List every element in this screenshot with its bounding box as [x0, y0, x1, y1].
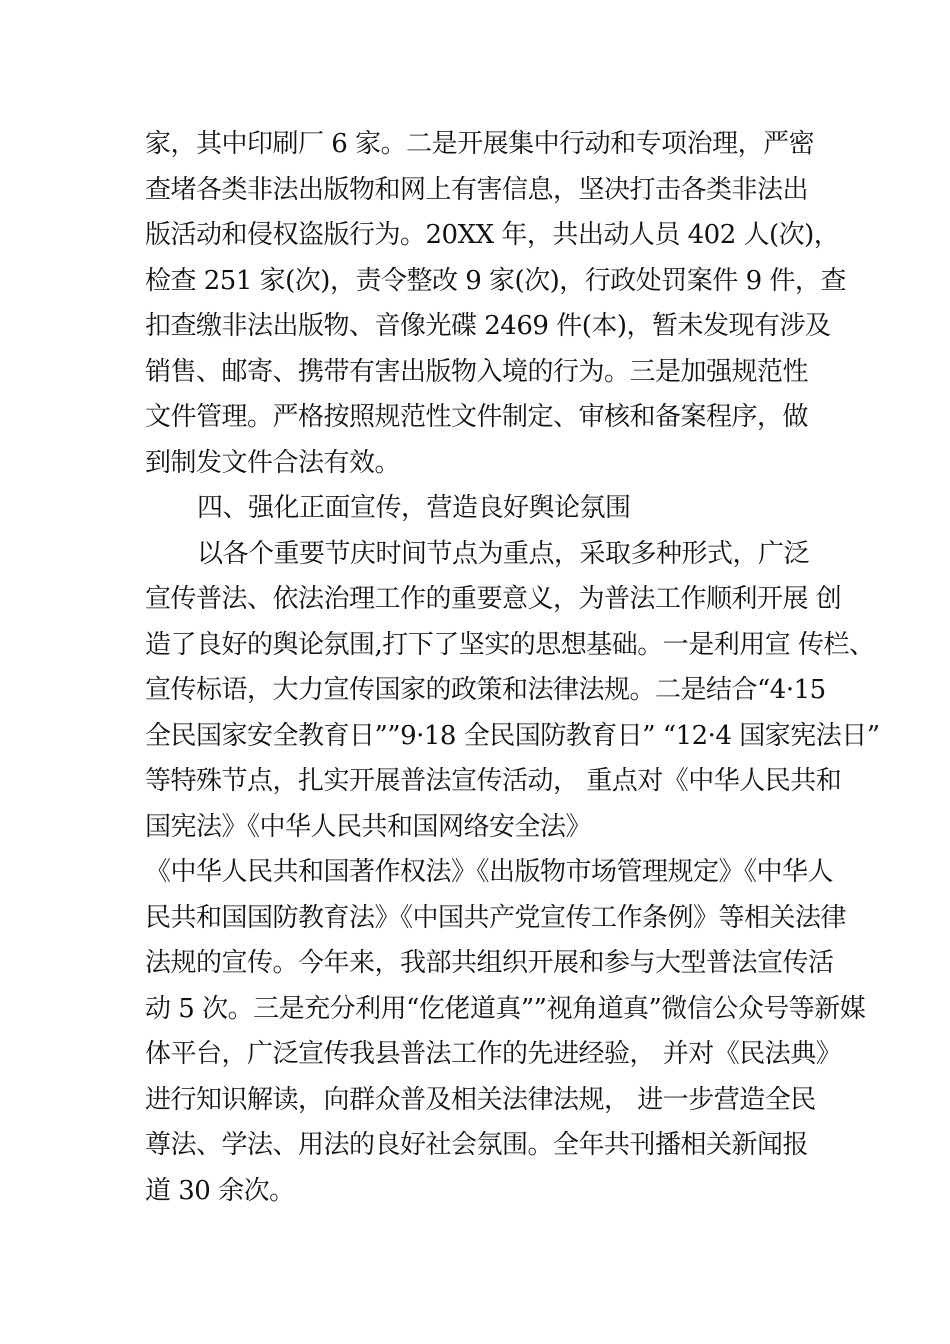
paragraph-line: 以各个重要节庆时间节点为重点，采取多种形式，广泛: [197, 538, 810, 569]
body-text: [145, 122, 880, 1214]
paragraph-line: 宣传普法、依法治理工作的重要意义，为普法工作顺利开展 创: [145, 584, 842, 614]
paragraph-line: 到制发文件合法有效。: [145, 447, 401, 478]
paragraph-line: 动 5 次。三是充分利用“仡佬道真””视角道真”微信公众号等新媒: [145, 993, 866, 1024]
paragraph-line: 国宪法》《中华人民共和国网络安全法》: [145, 811, 592, 842]
paragraph-line: 法规的宣传。今年来，我部共组织开展和参与大型普法宣传活: [145, 948, 834, 978]
paragraph-line: 体平台，广泛宣传我县普法工作的先进经验， 并对《民法典》: [145, 1039, 842, 1069]
paragraph-line: 查堵各类非法出版物和网上有害信息，坚决打击各类非法出: [145, 174, 809, 205]
paragraph-line: 尊法、学法、用法的良好社会氛围。全年共刊播相关新闻报: [145, 1130, 809, 1160]
paragraph-line: 宣传标语，大力宣传国家的政策和法律法规。二是结合“4·15: [145, 675, 826, 705]
paragraph-line: 造了良好的舆论氛围,打下了坚实的思想基础。一是利用宣 传栏、: [145, 629, 875, 660]
paragraph-line: 《中华人民共和国著作权法》《出版物市场管理规定》《中华人: [145, 857, 834, 887]
paragraph-line: 家，其中印刷厂 6 家。二是开展集中行动和专项治理，严密: [145, 129, 815, 159]
paragraph-line: 版活动和侵权盗版行为。20XX 年，共出动人员 402 人(次)，: [145, 220, 840, 250]
paragraph-line: 销售、邮寄、携带有害出版物入境的行为。三是加强规范性: [145, 356, 809, 387]
paragraph-line: 等特殊节点，扎实开展普法宣传活动， 重点对《中华人民共和: [145, 766, 842, 796]
paragraph-line: 民共和国国防教育法》《中国共产党宣传工作条例》等相关法律: [145, 902, 847, 933]
paragraph-line: 文件管理。严格按照规范性文件制定、审核和备案程序，做: [145, 402, 809, 432]
section-heading: 四、强化正面宣传，营造良好舆论氛围: [197, 493, 631, 523]
paragraph-line: 检查 251 家(次)，责令整改 9 家(次)，行政处罚案件 9 件，查: [145, 265, 846, 296]
paragraph-line: 进行知识解读，向群众普及相关法律法规， 进一步营造全民: [145, 1084, 816, 1115]
paragraph-line: 全民国家安全教育日””9·18 全民国防教育日” “12·4 国家宪法日”: [145, 720, 880, 751]
paragraph-line: 扣查缴非法出版物、音像光碟 2469 件(本)，暂未发现有涉及: [145, 311, 831, 341]
paragraph-line: 道 30 余次。: [145, 1175, 295, 1206]
